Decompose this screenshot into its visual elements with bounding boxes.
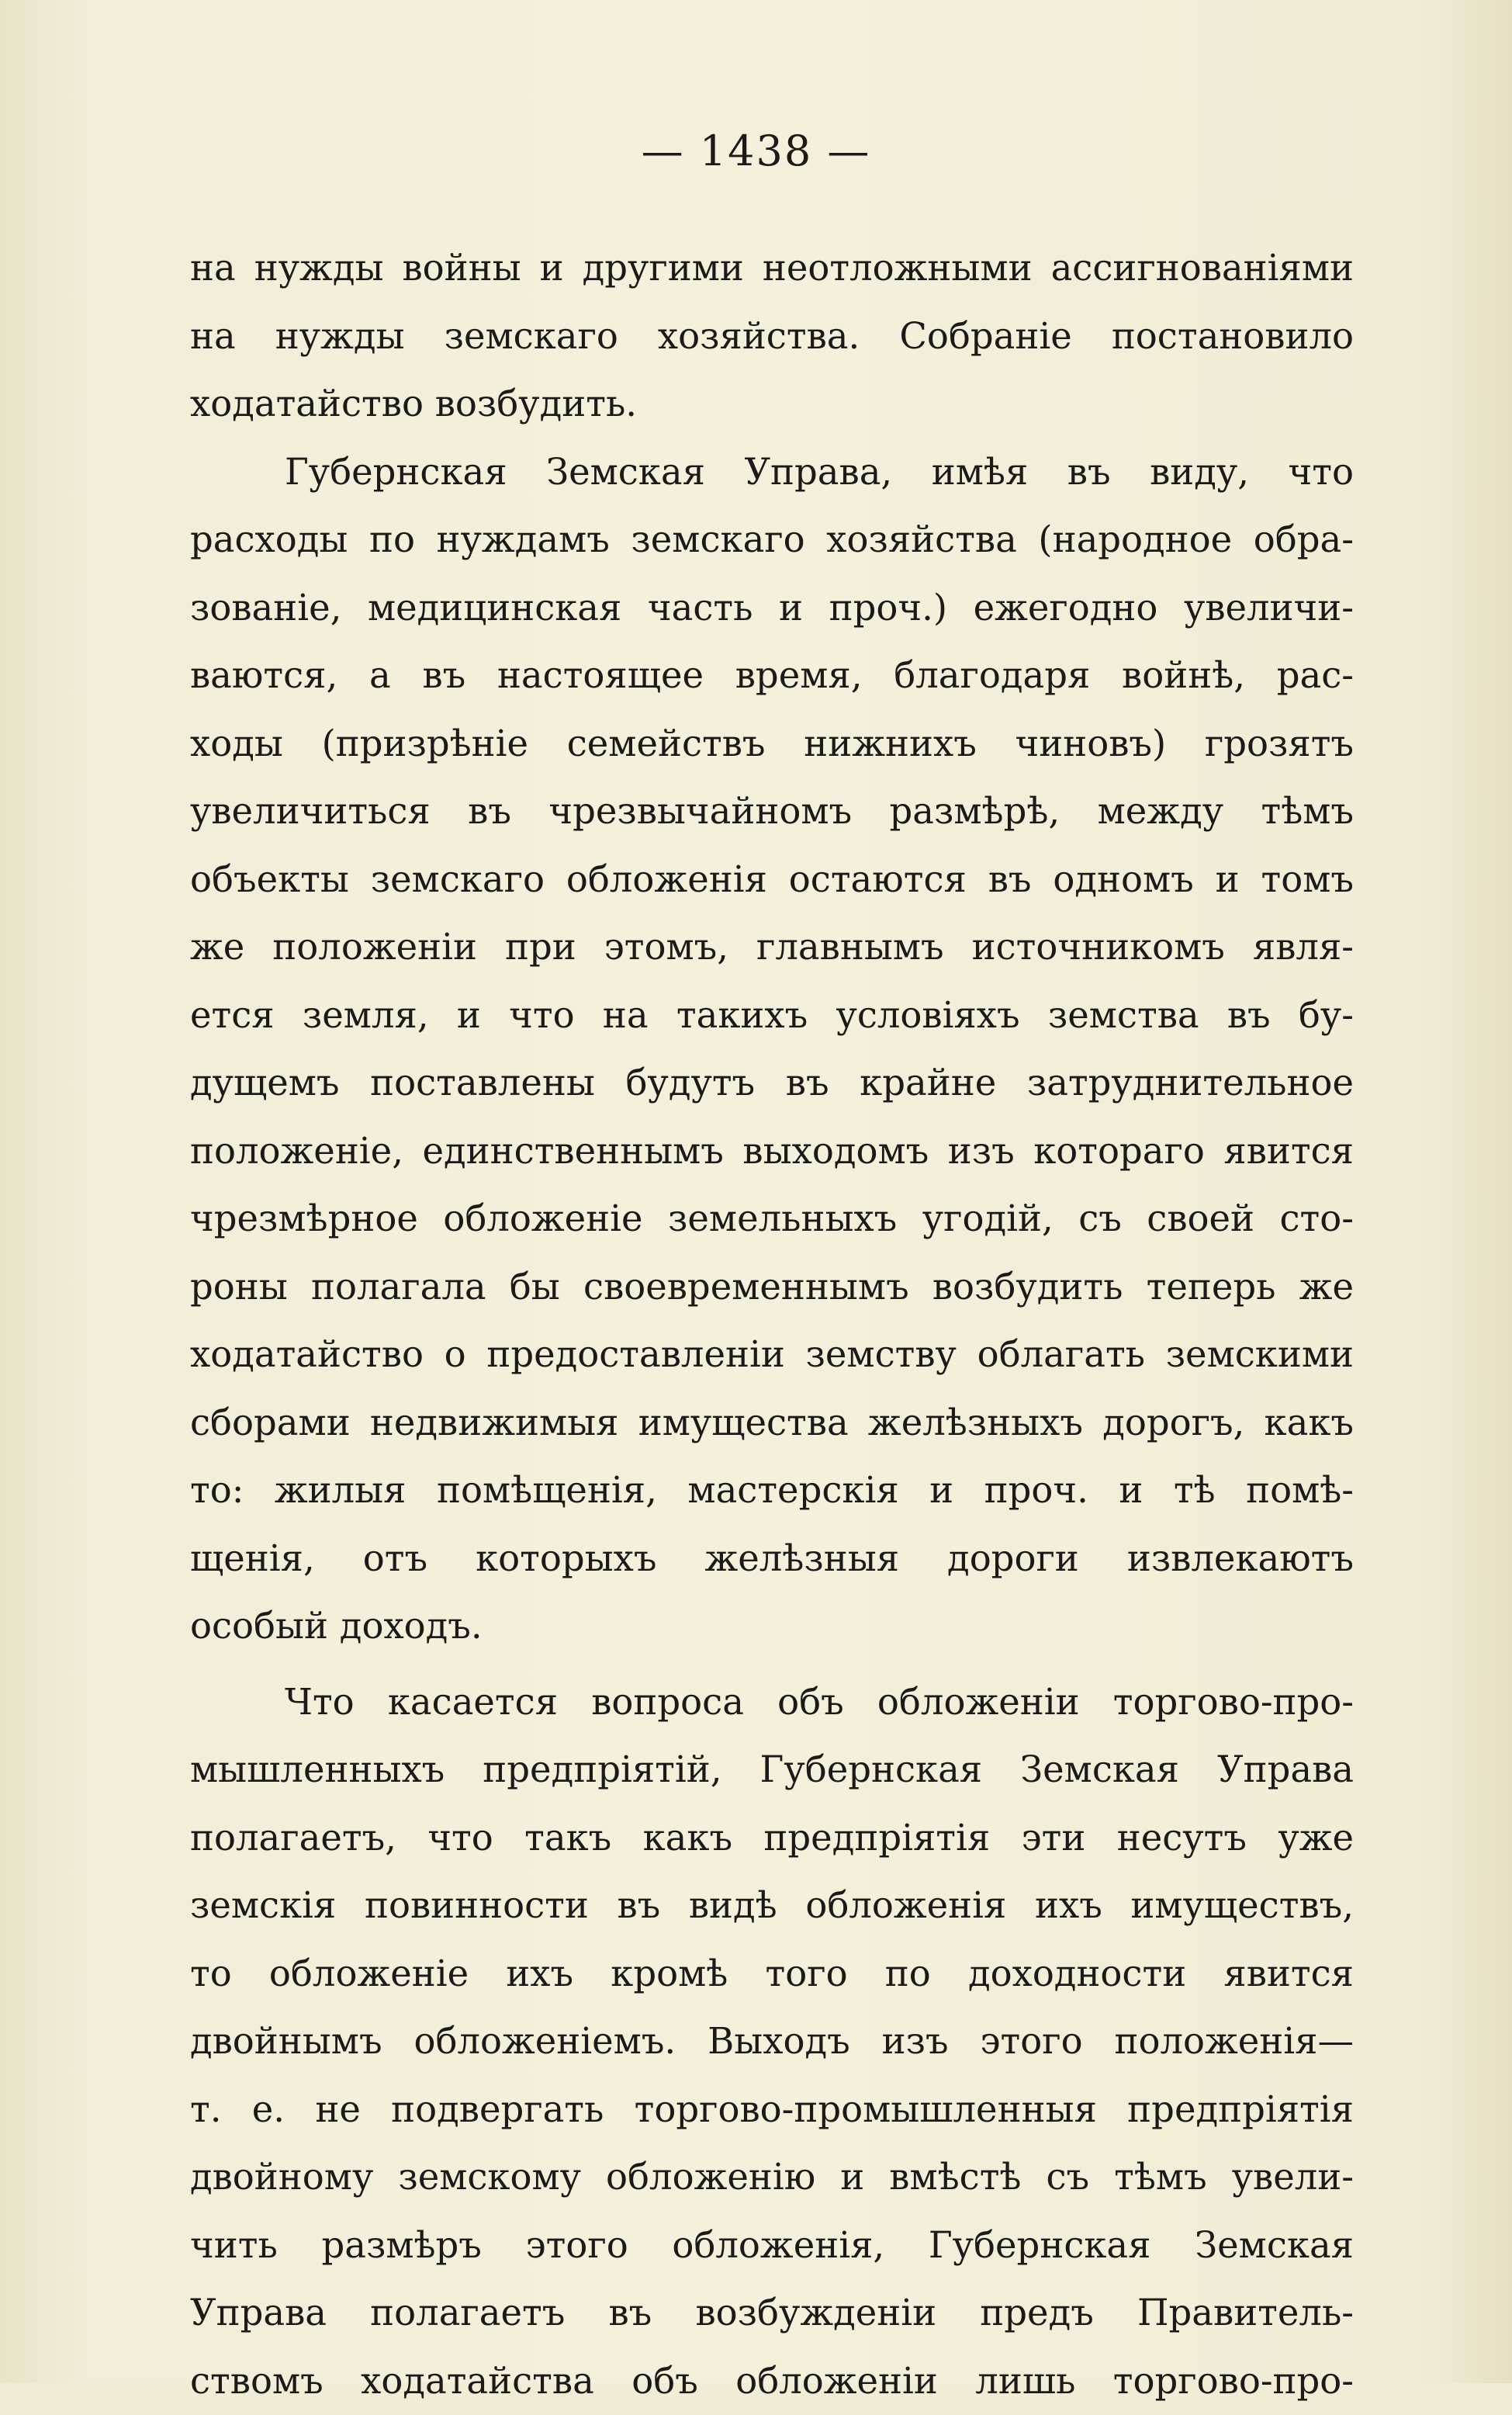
text-line: ходатайство возбудить. [190,370,1354,438]
text-line: на нужды земскаго хозяйства. Собраніе постановило [190,303,1354,371]
text-line: земскія повинности въ видѣ обложенія ихъ имуществъ, [190,1872,1354,1940]
text-line: ствомъ ходатайства объ обложеніи лишь торгово-про- [190,2347,1354,2415]
text-line: ходатайство о предоставленіи земству облагать земскими [190,1321,1354,1389]
text-line: ется земля, и что на такихъ условіяхъ земства въ бу- [190,982,1354,1050]
text-line: то: жилыя помѣщенія, мастерскія и проч. и тѣ помѣ- [190,1457,1354,1525]
paragraph-1 [190,234,1354,438]
text-line: Губернская Земская Управа, имѣя въ виду, что [190,438,1354,507]
text-line: двойнымъ обложеніемъ. Выходъ изъ этого положенія— [190,2008,1354,2076]
text-line: чрезмѣрное обложеніе земельныхъ угодій, съ своей сто- [190,1185,1354,1253]
text-line: положеніе, единственнымъ выходомъ изъ котораго явится [190,1117,1354,1186]
text-line: Управа полагаетъ въ возбужденіи предъ Правитель- [190,2279,1354,2347]
text-line: расходы по нуждамъ земскаго хозяйства (народное обра- [190,506,1354,574]
text-line: зованіе, медицинская часть и проч.) ежегодно увеличи- [190,574,1354,643]
text-line: ходы (призрѣніе семействъ нижнихъ чиновъ) грозятъ [190,710,1354,778]
text-line: дущемъ поставлены будутъ въ крайне затруднительное [190,1049,1354,1117]
page-number: — 1438 — [0,130,1512,172]
text-line: сборами недвижимыя имущества желѣзныхъ дорогъ, какъ [190,1389,1354,1457]
paragraph-3 [190,1668,1354,2415]
text-line: Что касается вопроса объ обложеніи торгово-про- [190,1668,1354,1737]
text-line: особый доходъ. [190,1592,1354,1661]
body-text [190,234,1354,2415]
text-line: увеличиться въ чрезвычайномъ размѣрѣ, между тѣмъ [190,778,1354,846]
text-line: на нужды войны и другими неотложными ассигнованіями [190,234,1354,303]
paragraph-2 [190,438,1354,1661]
text-line: щенія, отъ которыхъ желѣзныя дороги извлекаютъ [190,1525,1354,1593]
text-line: двойному земскому обложенію и вмѣстѣ съ тѣмъ увели- [190,2143,1354,2212]
text-line: мышленныхъ предпріятій, Губернская Земская Управа [190,1736,1354,1804]
text-line: полагаетъ, что такъ какъ предпріятія эти несутъ уже [190,1804,1354,1873]
text-line: чить размѣръ этого обложенія, Губернская Земская [190,2212,1354,2280]
text-line: ваются, а въ настоящее время, благодаря войнѣ, рас- [190,642,1354,710]
text-line: роны полагала бы своевременнымъ возбудить теперь же [190,1253,1354,1322]
text-line: объекты земскаго обложенія остаются въ одномъ и томъ [190,846,1354,914]
text-line: то обложеніе ихъ кромѣ того по доходности явится [190,1940,1354,2008]
text-line: т. е. не подвергать торгово-промышленныя предпріятія [190,2076,1354,2144]
text-line: же положеніи при этомъ, главнымъ источникомъ явля- [190,913,1354,982]
